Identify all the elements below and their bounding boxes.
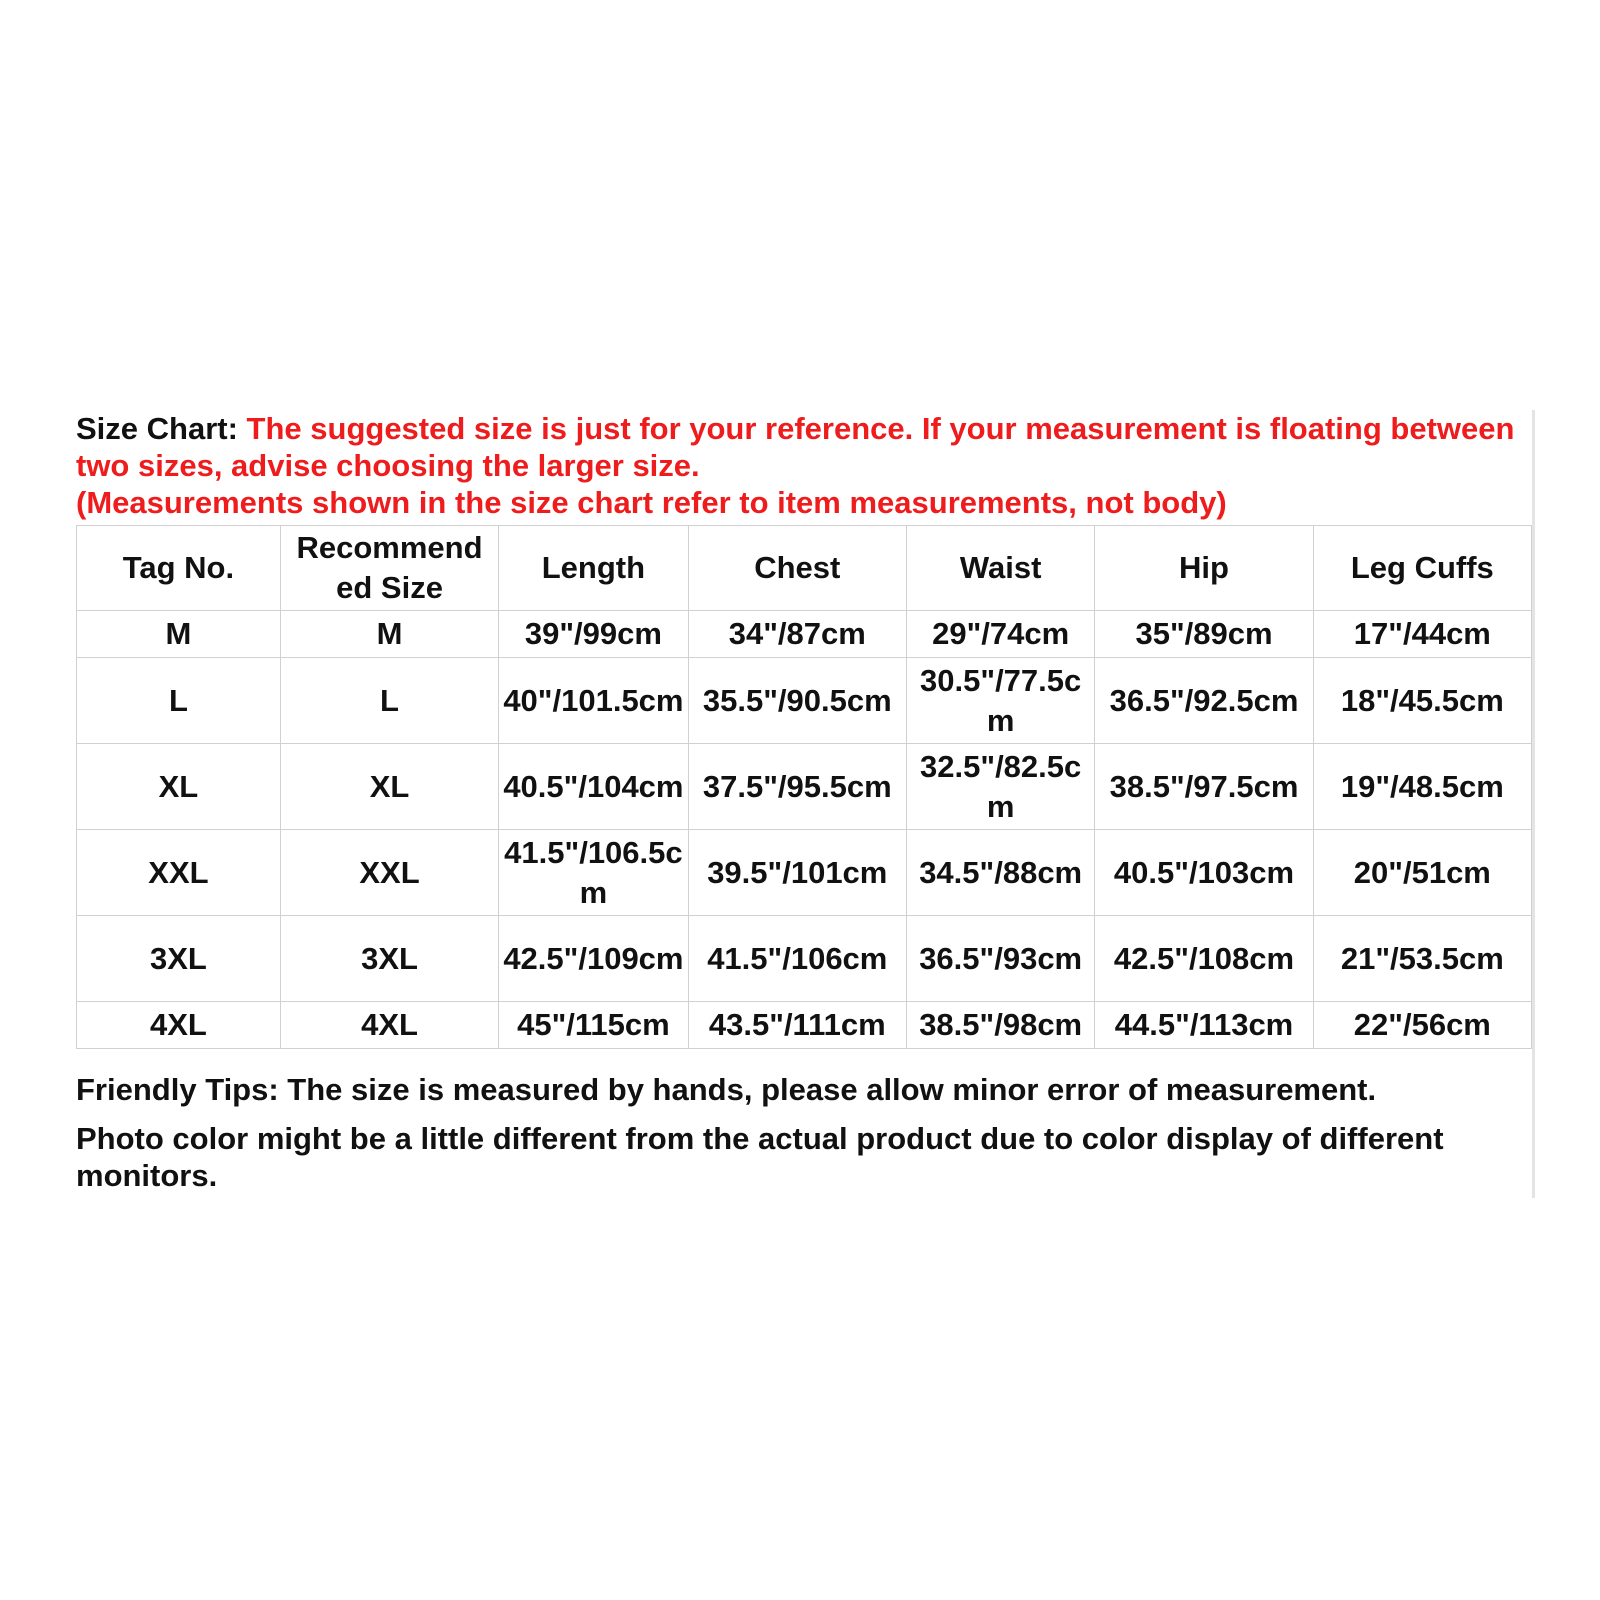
size-chart-label: Size Chart: bbox=[76, 411, 238, 446]
cell-tag: L bbox=[77, 658, 281, 744]
cell-tag: M bbox=[77, 611, 281, 658]
tips-line-color: Photo color might be a little different from the actual product due to color display of different monitors. bbox=[76, 1121, 1444, 1193]
cell-waist: 34.5"/88cm bbox=[906, 830, 1094, 916]
cell-chest: 43.5"/111cm bbox=[688, 1002, 906, 1049]
cell-length: 41.5"/106.5cm bbox=[499, 830, 688, 916]
cell-length: 42.5"/109cm bbox=[499, 916, 688, 1002]
column-header-length: Length bbox=[499, 526, 688, 611]
cell-chest: 35.5"/90.5cm bbox=[688, 658, 906, 744]
cell-hip: 35"/89cm bbox=[1095, 611, 1313, 658]
cell-hip: 38.5"/97.5cm bbox=[1095, 744, 1313, 830]
table-row bbox=[77, 611, 1532, 658]
cell-leg-cuffs: 22"/56cm bbox=[1313, 1002, 1531, 1049]
cell-leg-cuffs: 17"/44cm bbox=[1313, 611, 1531, 658]
cell-recommended: XXL bbox=[280, 830, 498, 916]
cell-length: 39"/99cm bbox=[499, 611, 688, 658]
cell-hip: 42.5"/108cm bbox=[1095, 916, 1313, 1002]
cell-length: 40.5"/104cm bbox=[499, 744, 688, 830]
cell-length: 40"/101.5cm bbox=[499, 658, 688, 744]
cell-hip: 36.5"/92.5cm bbox=[1095, 658, 1313, 744]
cell-waist: 30.5"/77.5cm bbox=[906, 658, 1094, 744]
cell-waist: 38.5"/98cm bbox=[906, 1002, 1094, 1049]
cell-recommended: 4XL bbox=[280, 1002, 498, 1049]
table-row bbox=[77, 830, 1532, 916]
cell-tag: XXL bbox=[77, 830, 281, 916]
cell-recommended: 3XL bbox=[280, 916, 498, 1002]
cell-waist: 32.5"/82.5cm bbox=[906, 744, 1094, 830]
size-chart-sheet bbox=[76, 410, 1536, 1206]
cell-tag: 3XL bbox=[77, 916, 281, 1002]
column-header-chest: Chest bbox=[688, 526, 906, 611]
column-header-tag: Tag No. bbox=[77, 526, 281, 611]
cell-chest: 41.5"/106cm bbox=[688, 916, 906, 1002]
cell-recommended: L bbox=[280, 658, 498, 744]
cell-recommended: M bbox=[280, 611, 498, 658]
size-table bbox=[76, 525, 1532, 1049]
cell-chest: 34"/87cm bbox=[688, 611, 906, 658]
cell-leg-cuffs: 19"/48.5cm bbox=[1313, 744, 1531, 830]
cell-recommended: XL bbox=[280, 744, 498, 830]
size-chart-intro bbox=[76, 410, 1536, 521]
cell-hip: 40.5"/103cm bbox=[1095, 830, 1313, 916]
column-header-hip: Hip bbox=[1095, 526, 1313, 611]
tips-line-measurement: Friendly Tips: The size is measured by hands, please allow minor error of measurement. bbox=[76, 1072, 1377, 1107]
cell-chest: 39.5"/101cm bbox=[688, 830, 906, 916]
friendly-tips bbox=[76, 1071, 1536, 1194]
cell-waist: 36.5"/93cm bbox=[906, 916, 1094, 1002]
column-header-recommended: Recommend ed Size bbox=[280, 526, 498, 611]
size-advice-note: The suggested size is just for your reference. If your measurement is floating between two sizes, advise choosing the larger size. bbox=[76, 411, 1515, 483]
cell-length: 45"/115cm bbox=[499, 1002, 688, 1049]
cell-chest: 37.5"/95.5cm bbox=[688, 744, 906, 830]
table-row bbox=[77, 744, 1532, 830]
cell-leg-cuffs: 21"/53.5cm bbox=[1313, 916, 1531, 1002]
column-header-leg-cuffs: Leg Cuffs bbox=[1313, 526, 1531, 611]
cell-tag: XL bbox=[77, 744, 281, 830]
cell-leg-cuffs: 20"/51cm bbox=[1313, 830, 1531, 916]
column-header-waist: Waist bbox=[906, 526, 1094, 611]
cell-leg-cuffs: 18"/45.5cm bbox=[1313, 658, 1531, 744]
cell-tag: 4XL bbox=[77, 1002, 281, 1049]
table-row bbox=[77, 1002, 1532, 1049]
table-row bbox=[77, 916, 1532, 1002]
cell-hip: 44.5"/113cm bbox=[1095, 1002, 1313, 1049]
table-row bbox=[77, 658, 1532, 744]
cell-waist: 29"/74cm bbox=[906, 611, 1094, 658]
measurement-note: (Measurements shown in the size chart refer to item measurements, not body) bbox=[76, 485, 1227, 520]
table-header-row bbox=[77, 526, 1532, 611]
